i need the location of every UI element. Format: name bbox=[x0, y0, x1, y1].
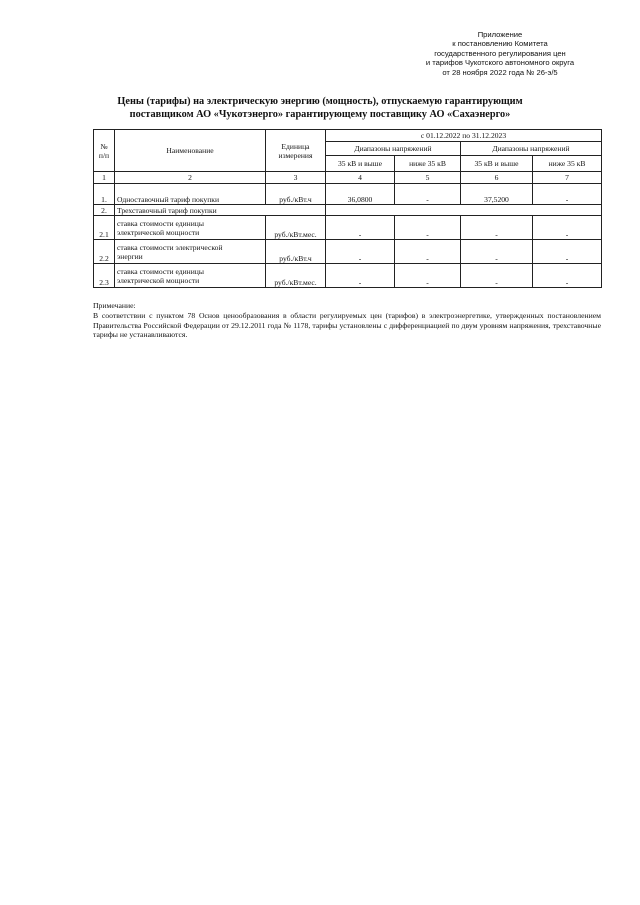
column-number: 4 bbox=[326, 172, 395, 184]
row-unit: руб./кВт.ч bbox=[266, 184, 326, 205]
voltage-header: ниже 35 кВ bbox=[395, 156, 461, 172]
column-number: 6 bbox=[461, 172, 533, 184]
row-value: - bbox=[395, 216, 461, 240]
voltage-header: ниже 35 кВ bbox=[533, 156, 602, 172]
row-number: 1. bbox=[94, 184, 115, 205]
row-value: - bbox=[533, 240, 602, 264]
row-value: - bbox=[533, 184, 602, 205]
column-number-row bbox=[94, 172, 602, 184]
row-value: - bbox=[395, 264, 461, 288]
tariff-table bbox=[93, 129, 602, 288]
row-name: ставка стоимости электрической энергии bbox=[115, 240, 266, 264]
table-row bbox=[94, 216, 602, 240]
voltage-range-header: Диапазоны напряжений bbox=[461, 142, 602, 156]
row-value: 36,0800 bbox=[326, 184, 395, 205]
name-header: Наименование bbox=[115, 130, 266, 172]
row-value: - bbox=[395, 240, 461, 264]
row-value: - bbox=[326, 216, 395, 240]
row-name: Трехставочный тариф покупки bbox=[115, 205, 326, 216]
appendix-line: государственного регулирования цен bbox=[434, 48, 566, 58]
row-name: Одноставочный тариф покупки bbox=[115, 184, 266, 205]
row-name: ставка стоимости единицы электрической мощности bbox=[115, 216, 266, 240]
row-value: - bbox=[533, 264, 602, 288]
unit-header: Единица измерения bbox=[266, 130, 326, 172]
table-row bbox=[94, 240, 602, 264]
appendix-line: Приложение bbox=[477, 30, 523, 39]
note-heading: Примечание: bbox=[93, 301, 136, 310]
row-number: 2.1 bbox=[94, 216, 115, 240]
row-unit: руб./кВт.мес. bbox=[266, 264, 326, 288]
num-header: № п/п bbox=[94, 130, 115, 172]
row-value: - bbox=[326, 240, 395, 264]
row-number: 2.3 bbox=[94, 264, 115, 288]
row-value: - bbox=[326, 264, 395, 288]
row-value: - bbox=[461, 264, 533, 288]
note-text: В соответствии с пунктом 78 Основ ценообразования в области регулируемых цен (тарифов) в электроэнергетике, утвержденных постановлением Правительства Российской Федерации от 29.12.2011 года № 1178, тарифы установлены с дифференциацией по двум уровням напряжения, трехставочные тарифы не устанавливаются. bbox=[93, 310, 601, 340]
row-value: - bbox=[395, 184, 461, 205]
column-number: 2 bbox=[115, 172, 266, 184]
row-value: - bbox=[461, 216, 533, 240]
period-header: с 01.12.2022 по 31.12.2023 bbox=[326, 130, 602, 142]
appendix-line: от 28 ноября 2022 года № 26-э/5 bbox=[442, 67, 558, 77]
appendix-block bbox=[400, 30, 600, 77]
table-row bbox=[94, 184, 602, 205]
appendix-line: и тарифов Чукотского автономного округа bbox=[425, 58, 575, 68]
voltage-header: 35 кВ и выше bbox=[326, 156, 395, 172]
row-name: ставка стоимости единицы электрической мощности bbox=[115, 264, 266, 288]
row-value: 37,5200 bbox=[461, 184, 533, 205]
title-line: Цены (тарифы) на электрическую энергию (мощность), отпускаемую гарантирующим bbox=[117, 96, 523, 107]
column-number: 7 bbox=[533, 172, 602, 184]
appendix-line: к постановлению Комитета bbox=[452, 39, 548, 49]
table-row bbox=[94, 264, 602, 288]
header-row bbox=[94, 130, 602, 142]
title-line: поставщиком АО «Чукотэнерго» гарантирующему поставщику АО «Сахаэнерго» bbox=[129, 109, 511, 120]
row-unit: руб./кВт.ч bbox=[266, 240, 326, 264]
row-number: 2.2 bbox=[94, 240, 115, 264]
voltage-range-header: Диапазоны напряжений bbox=[326, 142, 461, 156]
column-number: 1 bbox=[94, 172, 115, 184]
row-number: 2. bbox=[94, 205, 115, 216]
column-number: 3 bbox=[266, 172, 326, 184]
column-number: 5 bbox=[395, 172, 461, 184]
row-unit: руб./кВт.мес. bbox=[266, 216, 326, 240]
table-row bbox=[94, 205, 602, 216]
row-value: - bbox=[533, 216, 602, 240]
row-value: - bbox=[461, 240, 533, 264]
document-title bbox=[60, 95, 580, 121]
voltage-header: 35 кВ и выше bbox=[461, 156, 533, 172]
note-block bbox=[93, 301, 601, 340]
